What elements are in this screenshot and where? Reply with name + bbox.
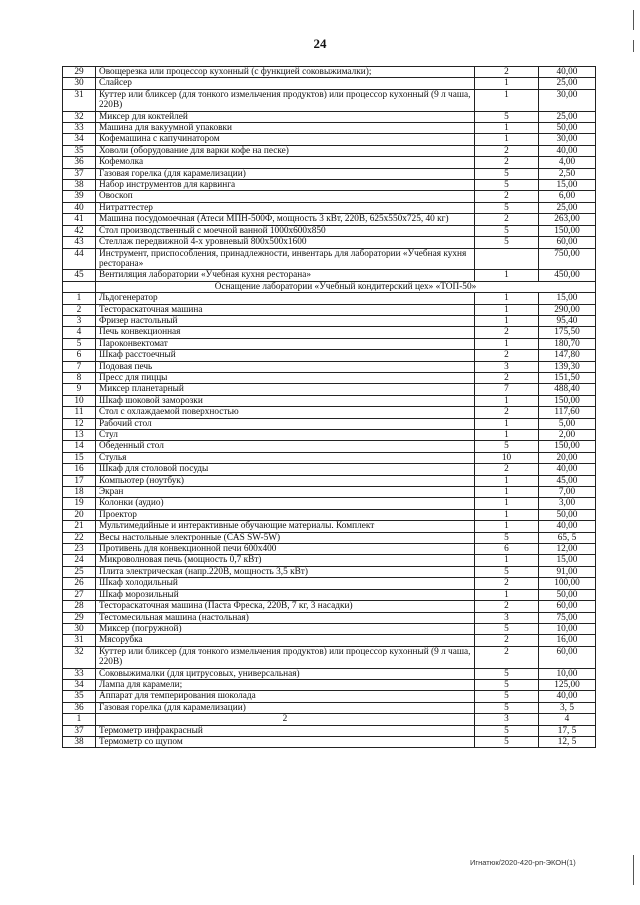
item-quantity: 5	[475, 225, 539, 236]
item-name: Стулья	[96, 452, 475, 463]
item-name: Весы настольные электронные (CAS SW-5W)	[96, 532, 475, 543]
row-number: 20	[63, 509, 96, 520]
item-price: 2,00	[539, 430, 596, 441]
item-price: 40,00	[539, 67, 596, 78]
item-price: 40,00	[539, 521, 596, 532]
item-name: Кофемолка	[96, 157, 475, 168]
row-number: 38	[63, 736, 96, 747]
row-number: 37	[63, 168, 96, 179]
table-row	[63, 509, 596, 520]
table-row	[63, 384, 596, 395]
item-quantity: 5	[475, 566, 539, 577]
item-name: Овоскоп	[96, 191, 475, 202]
item-price: 125,00	[539, 679, 596, 690]
item-name: Тестораскаточная машина	[96, 304, 475, 315]
section-header-body	[63, 281, 596, 292]
item-name: Микроволновая печь (мощность 0,7 кВт)	[96, 555, 475, 566]
item-quantity: 5	[475, 202, 539, 213]
scan-margin-mark	[633, 855, 634, 885]
table-row	[63, 452, 596, 463]
item-name: Аппарат для темперирования шоколада	[96, 691, 475, 702]
item-quantity: 2	[475, 601, 539, 612]
item-name: Шкаф шоковой заморозки	[96, 395, 475, 406]
item-price: 5,00	[539, 418, 596, 429]
table-row	[63, 395, 596, 406]
item-quantity: 1	[475, 315, 539, 326]
table-row	[63, 89, 596, 111]
row-number: 32	[63, 111, 96, 122]
table-row	[63, 214, 596, 225]
item-price: 30,00	[539, 89, 596, 111]
item-name: Пресс для пиццы	[96, 372, 475, 383]
table-row	[63, 418, 596, 429]
item-quantity: 2	[475, 646, 539, 668]
item-price: 25,00	[539, 111, 596, 122]
item-name: Инструмент, приспособления, принадлежности, инвентарь для лаборатории «Учебная кухня ресторана»	[96, 248, 475, 270]
item-name: Противень для конвекционной печи 600х400	[96, 544, 475, 555]
item-name: Подовая печь	[96, 361, 475, 372]
item-quantity: 10	[475, 452, 539, 463]
item-quantity: 1	[475, 487, 539, 498]
table-row	[63, 67, 596, 78]
row-number: 7	[63, 361, 96, 372]
item-name: Машина посудомоечная (Атеси МПН-500Ф, мощность 3 кВт, 220В, 625х550х725, 40 кг)	[96, 214, 475, 225]
item-price: 263,00	[539, 214, 596, 225]
item-price: 60,00	[539, 646, 596, 668]
row-number: 1	[63, 293, 96, 304]
item-name: Плита электрическая (напр.220В, мощность 3,5 кВт)	[96, 566, 475, 577]
item-name: Нитраттестер	[96, 202, 475, 213]
row-number: 34	[63, 134, 96, 145]
row-number: 42	[63, 225, 96, 236]
item-quantity: 2	[475, 372, 539, 383]
row-number: 15	[63, 452, 96, 463]
item-price: 16,00	[539, 635, 596, 646]
item-price: 50,00	[539, 589, 596, 600]
item-quantity: 2	[475, 407, 539, 418]
item-price: 30,00	[539, 134, 596, 145]
document-id-footer: Игнатюк/2020-420-рп-ЭКОН(1)	[470, 858, 576, 867]
item-price: 150,00	[539, 441, 596, 452]
item-name: Шкаф для столовой посуды	[96, 464, 475, 475]
row-number: 30	[63, 78, 96, 89]
table-row	[63, 623, 596, 634]
item-quantity: 2	[475, 350, 539, 361]
item-quantity: 5	[475, 180, 539, 191]
table-row	[63, 702, 596, 713]
item-price: 40,00	[539, 145, 596, 156]
table-row	[63, 555, 596, 566]
item-name: Стул	[96, 430, 475, 441]
table-body-section-a	[63, 293, 596, 714]
row-number: 28	[63, 601, 96, 612]
row-number: 8	[63, 372, 96, 383]
item-price: 75,00	[539, 612, 596, 623]
item-price: 2,50	[539, 168, 596, 179]
table-row	[63, 191, 596, 202]
row-number: 34	[63, 679, 96, 690]
row-number: 10	[63, 395, 96, 406]
table-row	[63, 475, 596, 486]
item-price: 15,00	[539, 180, 596, 191]
item-name: Экран	[96, 487, 475, 498]
item-name: Фризер настольный	[96, 315, 475, 326]
item-quantity: 2	[475, 214, 539, 225]
item-price: 15,00	[539, 293, 596, 304]
item-quantity: 7	[475, 384, 539, 395]
table-row	[63, 304, 596, 315]
item-price: 3,00	[539, 498, 596, 509]
item-name: Вентиляция лаборатории «Учебная кухня ресторана»	[96, 270, 475, 281]
item-name: Термометр со щупом	[96, 736, 475, 747]
item-quantity: 5	[475, 441, 539, 452]
item-quantity: 2	[475, 578, 539, 589]
row-number: 41	[63, 214, 96, 225]
item-quantity: 1	[475, 78, 539, 89]
row-number: 19	[63, 498, 96, 509]
item-quantity: 1	[475, 430, 539, 441]
item-price: 60,00	[539, 601, 596, 612]
item-quantity: 1	[475, 509, 539, 520]
table-row	[63, 225, 596, 236]
table-row	[63, 361, 596, 372]
table-row	[63, 157, 596, 168]
row-number: 9	[63, 384, 96, 395]
item-price: 10,00	[539, 623, 596, 634]
item-price: 25,00	[539, 202, 596, 213]
table-row	[63, 578, 596, 589]
row-number: 22	[63, 532, 96, 543]
table-row	[63, 589, 596, 600]
table-row	[63, 725, 596, 736]
item-name: Куттер или бликсер (для тонкого измельчения продуктов) или процессор кухонный (9 л чаша, 220В)	[96, 89, 475, 111]
item-quantity: 5	[475, 702, 539, 713]
item-price: 40,00	[539, 464, 596, 475]
item-price: 7,00	[539, 487, 596, 498]
item-price: 450,00	[539, 270, 596, 281]
row-number: 3	[63, 315, 96, 326]
row-number: 24	[63, 555, 96, 566]
table-row	[63, 78, 596, 89]
item-price: 100,00	[539, 578, 596, 589]
item-price: 12, 5	[539, 736, 596, 747]
table-row	[63, 237, 596, 248]
table-row	[63, 441, 596, 452]
item-quantity: 1	[475, 270, 539, 281]
item-name: Печь конвекционная	[96, 327, 475, 338]
item-quantity: 5	[475, 237, 539, 248]
table-row	[63, 679, 596, 690]
row-number: 18	[63, 487, 96, 498]
item-price: 150,00	[539, 395, 596, 406]
row-number: 29	[63, 612, 96, 623]
table-row	[63, 123, 596, 134]
item-quantity: 1	[475, 521, 539, 532]
item-quantity: 5	[475, 623, 539, 634]
table-row	[63, 407, 596, 418]
item-name: Компьютер (ноутбук)	[96, 475, 475, 486]
item-name: Овощерезка или процессор кухонный (с функцией соковыжималки);	[96, 67, 475, 78]
item-name: Льдогенератор	[96, 293, 475, 304]
item-quantity: 1	[475, 293, 539, 304]
item-price: 60,00	[539, 237, 596, 248]
item-price: 150,00	[539, 225, 596, 236]
item-name: Рабочий стол	[96, 418, 475, 429]
item-quantity: 6	[475, 544, 539, 555]
item-price: 50,00	[539, 509, 596, 520]
item-price: 175,50	[539, 327, 596, 338]
item-price: 4,00	[539, 157, 596, 168]
table-row	[63, 566, 596, 577]
row-number: 29	[63, 67, 96, 78]
table-row	[63, 111, 596, 122]
item-name: Колонки (аудио)	[96, 498, 475, 509]
row-number: 16	[63, 464, 96, 475]
item-price: 25,00	[539, 78, 596, 89]
item-quantity: 1	[475, 134, 539, 145]
column-number-1: 1	[63, 714, 96, 725]
table-row	[63, 248, 596, 270]
table-row	[63, 293, 596, 304]
row-number: 35	[63, 691, 96, 702]
scan-margin-mark	[633, 40, 634, 52]
column-numbers-row	[63, 714, 596, 725]
item-quantity: 1	[475, 498, 539, 509]
item-quantity: 1	[475, 89, 539, 111]
item-price: 147,80	[539, 350, 596, 361]
item-price: 139,30	[539, 361, 596, 372]
item-name: Тестораскаточная машина (Паста Фреска, 220В, 7 кг, 3 насадки)	[96, 601, 475, 612]
item-name: Машина для вакуумной упаковки	[96, 123, 475, 134]
item-name: Миксер (погружной)	[96, 623, 475, 634]
table-row	[63, 338, 596, 349]
item-price: 65, 5	[539, 532, 596, 543]
item-name: Стол производственный с моечной ванной 1000х600х850	[96, 225, 475, 236]
item-quantity: 2	[475, 145, 539, 156]
item-quantity: 3	[475, 612, 539, 623]
table-row	[63, 544, 596, 555]
item-name: Стол с охлаждаемой поверхностью	[96, 407, 475, 418]
row-number: 31	[63, 89, 96, 111]
row-number: 17	[63, 475, 96, 486]
item-price: 95,40	[539, 315, 596, 326]
row-number: 30	[63, 623, 96, 634]
item-name: Миксер для коктейлей	[96, 111, 475, 122]
row-number: 26	[63, 578, 96, 589]
item-quantity: 3	[475, 361, 539, 372]
page-number: 24	[313, 36, 327, 51]
table-row	[63, 487, 596, 498]
table-row	[63, 635, 596, 646]
table-row	[63, 145, 596, 156]
table-row	[63, 736, 596, 747]
item-name: Тестомесильная машина (настольная)	[96, 612, 475, 623]
item-price: 12,00	[539, 544, 596, 555]
item-name: Куттер или бликсер (для тонкого измельчения продуктов) или процессор кухонный (9 л чаша, 220В)	[96, 646, 475, 668]
item-quantity: 1	[475, 123, 539, 134]
row-number: 27	[63, 589, 96, 600]
item-name: Газовая горелка (для карамелизации)	[96, 168, 475, 179]
row-number: 23	[63, 544, 96, 555]
item-name: Шкаф расстоечный	[96, 350, 475, 361]
row-number: 45	[63, 270, 96, 281]
table-row	[63, 372, 596, 383]
row-number: 5	[63, 338, 96, 349]
row-number: 2	[63, 304, 96, 315]
item-quantity: 1	[475, 589, 539, 600]
item-name: Пароконвектомат	[96, 338, 475, 349]
section-title: Оснащение лаборатории «Учебный кондитерский цех» «ТОП-50»	[96, 281, 596, 292]
column-number-3: 3	[475, 714, 539, 725]
item-name: Ховоли (оборудование для варки кофе на песке)	[96, 145, 475, 156]
item-quantity: 5	[475, 168, 539, 179]
row-number: 21	[63, 521, 96, 532]
row-number: 44	[63, 248, 96, 270]
table-row	[63, 646, 596, 668]
item-quantity	[475, 248, 539, 270]
item-name: Мясорубка	[96, 635, 475, 646]
item-quantity: 1	[475, 304, 539, 315]
item-quantity: 2	[475, 191, 539, 202]
scan-margin-mark	[633, 10, 634, 30]
item-price: 488,40	[539, 384, 596, 395]
item-name: Миксер планетарный	[96, 384, 475, 395]
row-number: 39	[63, 191, 96, 202]
row-number: 40	[63, 202, 96, 213]
item-price: 6,00	[539, 191, 596, 202]
item-quantity: 2	[475, 67, 539, 78]
table-row	[63, 521, 596, 532]
item-price: 750,00	[539, 248, 596, 270]
item-name: Мультимедийные и интерактивные обучающие материалы. Комплект	[96, 521, 475, 532]
item-price: 40,00	[539, 691, 596, 702]
item-quantity: 5	[475, 532, 539, 543]
item-quantity: 2	[475, 157, 539, 168]
row-number: 32	[63, 646, 96, 668]
table-row	[63, 464, 596, 475]
table-row	[63, 498, 596, 509]
item-quantity: 5	[475, 668, 539, 679]
table-row	[63, 134, 596, 145]
item-quantity: 1	[475, 338, 539, 349]
item-price: 290,00	[539, 304, 596, 315]
table-row	[63, 270, 596, 281]
section-header-num-cell	[63, 281, 96, 292]
table-row	[63, 532, 596, 543]
item-name: Проектор	[96, 509, 475, 520]
item-quantity: 5	[475, 725, 539, 736]
item-price: 3, 5	[539, 702, 596, 713]
table-row	[63, 350, 596, 361]
equipment-table	[62, 66, 596, 748]
row-number: 12	[63, 418, 96, 429]
item-price: 20,00	[539, 452, 596, 463]
table-row	[63, 168, 596, 179]
row-number: 13	[63, 430, 96, 441]
table-body-section-b	[63, 725, 596, 748]
row-number: 6	[63, 350, 96, 361]
item-name: Газовая горелка (для карамелизации)	[96, 702, 475, 713]
table-row	[63, 612, 596, 623]
row-number: 14	[63, 441, 96, 452]
table-body-top	[63, 67, 596, 282]
item-price: 10,00	[539, 668, 596, 679]
item-quantity: 2	[475, 464, 539, 475]
row-number: 38	[63, 180, 96, 191]
row-number: 36	[63, 157, 96, 168]
table-row	[63, 668, 596, 679]
item-quantity: 5	[475, 736, 539, 747]
item-name: Кофемашина с капучинатором	[96, 134, 475, 145]
column-number-4: 4	[539, 714, 596, 725]
item-name: Лампа для карамели;	[96, 679, 475, 690]
row-number: 37	[63, 725, 96, 736]
item-quantity: 2	[475, 327, 539, 338]
table-row	[63, 327, 596, 338]
item-price: 15,00	[539, 555, 596, 566]
item-price: 45,00	[539, 475, 596, 486]
row-number: 33	[63, 123, 96, 134]
item-name: Слайсер	[96, 78, 475, 89]
row-number: 33	[63, 668, 96, 679]
table-row	[63, 691, 596, 702]
section-header-row	[63, 281, 596, 292]
row-number: 11	[63, 407, 96, 418]
item-name: Набор инструментов для карвинга	[96, 180, 475, 191]
item-price: 117,60	[539, 407, 596, 418]
item-price: 50,00	[539, 123, 596, 134]
column-number-2: 2	[96, 714, 475, 725]
item-price: 91,00	[539, 566, 596, 577]
item-name: Соковыжималки (для цитрусовых, универсальная)	[96, 668, 475, 679]
item-price: 151,50	[539, 372, 596, 383]
row-number: 4	[63, 327, 96, 338]
item-quantity: 2	[475, 635, 539, 646]
table-row	[63, 430, 596, 441]
item-quantity: 5	[475, 691, 539, 702]
table-row	[63, 601, 596, 612]
table-row	[63, 315, 596, 326]
item-name: Стеллаж передвижной 4-х уровневый 800х500х1600	[96, 237, 475, 248]
item-name: Шкаф морозильный	[96, 589, 475, 600]
item-quantity: 1	[475, 475, 539, 486]
table-row	[63, 202, 596, 213]
item-price: 17, 5	[539, 725, 596, 736]
row-number: 31	[63, 635, 96, 646]
table-row	[63, 180, 596, 191]
item-name: Шкаф холодильный	[96, 578, 475, 589]
row-number: 36	[63, 702, 96, 713]
item-name: Обеденный стол	[96, 441, 475, 452]
item-name: Термометр инфракрасный	[96, 725, 475, 736]
row-number: 43	[63, 237, 96, 248]
item-quantity: 1	[475, 418, 539, 429]
item-price: 180,70	[539, 338, 596, 349]
row-number: 35	[63, 145, 96, 156]
row-number: 25	[63, 566, 96, 577]
item-quantity: 1	[475, 555, 539, 566]
item-quantity: 1	[475, 395, 539, 406]
item-quantity: 5	[475, 111, 539, 122]
column-numbers-body	[63, 714, 596, 725]
item-quantity: 5	[475, 679, 539, 690]
